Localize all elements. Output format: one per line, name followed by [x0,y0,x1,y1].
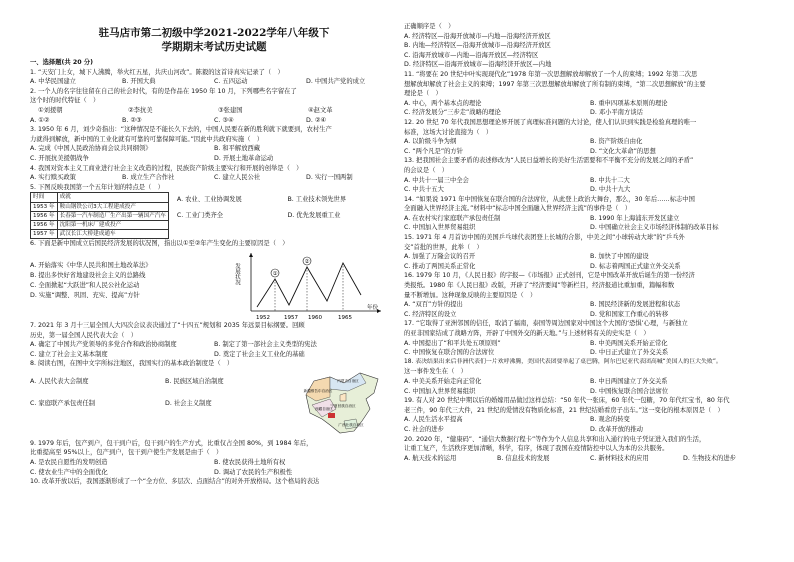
question-2: 2. 一个人的名字往往留在自己的社会时代，有的是作品在 1950 年 10 月，下列哪些名字留在了 [30,87,297,95]
exam-title-line1: 驻马店市第二初级中学2021-2022学年八年级下 [98,27,330,39]
question-10-cont: 正确顺序是（ ） [404,23,455,30]
option: D. 中国恢复联合国合法席位 [590,387,669,395]
table-header-cell: 时间 [31,193,58,202]
question-10-options [404,32,776,70]
table-cell: 长春第一汽车制造厂生产出第一辆国产汽车 [57,211,168,220]
option: A. 开始落实《中华人民共和国土地改革法》 [30,261,152,269]
option: A. 加强了万隆会议的召开 [404,253,476,261]
option: C. 五四运动 [214,78,248,86]
question-11-cont: 想解放却解放了社会主义的束缚；1997 年第三次思想解放却解放了所有制的束缚，“第二次思想解放”的主要 [404,80,706,88]
question-1-options [30,77,398,87]
table-cell: 1957 年 [31,230,58,239]
option: D. 奠定了社会主义工业化的基础 [214,350,305,358]
table-row [31,202,169,211]
option: D. 社会主义制度 [165,399,212,407]
option: C. “两个凡是”的方针 [404,147,464,155]
question-3-options [30,144,398,163]
option: C. 新材料技术的应用 [590,454,649,462]
option: C. 沿海开放城市—内地—沿海开放区—经济特区 [404,51,539,59]
question-19-cont: 老三件，90 年代三大件，21 世纪的爱情没有物质化标准，21 世纪结婚看房子出车。”这一变化的根本原因是（ ） [404,406,724,414]
option: D. 标志着两国正式建立外交关系 [590,262,681,270]
option: B. 内地—经济特区—沿海开放城市—沿海经济开放区 [404,42,551,50]
option: D. 经济特区—沿海开放城市—沿海经济开放区—内地 [404,61,552,69]
table-cell: 1953 年 [31,202,58,211]
option: C. 中共十五大 [404,186,444,194]
option: B. 成立生产合作社 [122,174,175,182]
map-label: 宁夏回族自治区 [330,403,356,408]
question-18-cont: 这一事件发生在（ ） [404,368,467,376]
exam-title [30,27,398,54]
option: C. 社会的进步 [404,425,444,433]
guide-icon [328,413,335,418]
question-17-options [404,339,776,358]
question-7-options [30,340,398,359]
option: D. 党和国家工作重心的转移 [590,310,669,318]
question-1: 1. “天安门上女，城下人沸腾，举火红五星，共庆山河改”。陈毅的这首诗真实记录了（ ） [30,68,284,76]
option: B. 资产阶级自由化 [590,138,643,146]
option: D. 生物技术的进步 [683,454,736,462]
option: C. 全面掀起“大跃进”和人民公社化运动 [30,281,140,289]
option: C. ③④ [214,116,234,124]
question-19-options [404,415,776,434]
question-7-cont: 历史，第一届全国人民代表大会（ ） [30,331,138,339]
map-label: 广西壮族自治区 [338,422,364,427]
question-16: 16. 1979 年 10 月，《人民日报》的字报—《市场报》正式创刊，它是中国改革开放后诞生的第一份经济 [404,272,695,280]
option: B. 重申四项基本原则的理论 [590,99,668,107]
question-20-options [404,454,776,464]
option: A. 在农村实行家庭联产承包责任制 [404,214,501,222]
x-axis-label: 年份 [367,304,379,311]
table-cell: 鞍山钢铁公司3大工程建成投产 [57,202,168,211]
question-13-cont: 的会议是（ ） [404,166,449,174]
x-tick-label: 1952 [256,314,270,321]
option: A. 经济特区—沿海开放城市—内地—沿海经济开放区 [404,32,551,40]
option: A. 中心，两个基本点的理论 [404,99,482,107]
question-14-cont: 全面融入世界经济主流。”材料中“标志中国全面融入世界经济主流”的事件是（ ） [404,205,632,213]
option: C. 家庭联产承包责任制 [30,399,96,407]
question-8-figure-row [30,369,398,439]
option: B. 开国大典 [122,78,156,86]
option: B. 工业技术领先世界 [287,196,347,204]
map-label: 新疆维吾尔自治区 [303,388,333,393]
question-12-cont: 标准，这场大讨论直接为（ ） [404,128,493,136]
option: A. 确定了中国共产党领导的多党合作和政治协商制度 [30,341,177,349]
marker-label: ② [304,258,310,265]
option: A. 中共十一届三中全会 [404,176,469,184]
marker-label: ① [272,270,278,277]
table-header-row [31,193,169,202]
question-9-cont: 比重提高至 95%以上，包产到户，包干到户使生产发展是由于（ ） [30,449,223,457]
option: A. 完成《中国人民政治协商会议共同纲领》 [30,145,152,153]
question-11: 11. “将要在 20 世纪中叶实现现代化”1978 年第一次思想解放却解放了一个人的束缚；1992 年第二次思 [404,70,698,78]
option: C. 中国加入世界贸易组织 [404,224,476,232]
table-cell: 1956 年 [31,220,58,229]
option: B. 中日两国建立了外交关系 [590,377,668,385]
question-3-cont: 力就得到解放，新中国的工业化就有可靠的可靠保障可能。”因此中共政府实施（ ） [30,135,264,143]
option: A. 中美关系开始走向正常化 [404,377,482,385]
option: D. 优先发展重工业 [287,212,341,220]
option: C. 经济发展分“三步走”战略的理论 [404,109,501,117]
question-14: 14. “如果说 1971 年中国恢复在联合国的合法席位，从此登上政治大舞台，那么，30 年后……标志中国 [404,195,695,203]
option: D. 中日正式建立了外交关系 [590,349,669,357]
option: D. 实施“调整、巩固、充实、提高”方针 [30,291,140,299]
question-11-cont: 理论是（ ） [404,90,442,98]
option: A. 以阶级斗争为纲 [404,138,457,146]
option: D. “文化大革命”的思想 [590,147,656,155]
question-8-options [30,369,300,415]
option: B. 和平解放西藏 [214,145,261,153]
question-10: 10. 改革开放以后，我国逐渐形成了一个“全方位、多层次、点面结合”的对外开放格局。这个格局的表达 [30,478,320,486]
option: D. 改革开放的推动 [590,425,643,433]
option: A. 中华民国建立 [30,78,76,86]
question-19: 19. 有人对 20 世纪中期以后的婚嫁用品做过这样总结：“50 年代一张床，60 年代一包糖，70 年代红宝书，80 年代 [404,397,730,405]
question-9-options [30,458,398,477]
option: B. 1990 年上海浦东开发区建立 [590,214,680,222]
option: B. ②③ [122,116,142,124]
option: C. 工业门类齐全 [176,212,224,220]
map-label: 西藏自治区 [315,406,333,411]
option: B. 加快了中国的建设 [590,253,649,261]
option: C. 推动了两国关系正常化 [404,262,476,270]
name-item: ①刘援朝 [38,106,63,114]
question-16-options [404,300,776,319]
option: C. 经济特区的设立 [404,310,457,318]
question-6-figure-row [30,249,398,321]
table-header-cell: 成就 [57,193,168,202]
table-row [31,230,169,239]
option: A. ①② [30,116,50,124]
question-5-options [177,192,398,224]
option: B. 中美两国关系开始正常化 [590,339,668,347]
question-11-options [404,99,776,118]
question-15-options [404,252,776,271]
option: D. 调动了农民的生产积极性 [214,468,293,476]
question-15: 15. 1971 年 4 月首访中国的美国乒乓球代表团登上长城的合影，中美之间“小球转动大球”的“乒乓外 [404,234,685,242]
question-2-names [30,106,398,116]
question-8: 8. 阅读右图，在图中文字所标注地区，我国实行的基本政治制度是（ ） [30,360,234,368]
question-17: 17. “它取得了亚洲邻国的信任，取消了福南，泰国等周边国家对中国这个大国的‘恐惧’心理，与新独立 [404,320,688,328]
question-4-options [30,173,398,183]
option: A. 航天技术的运用 [404,454,457,462]
question-5: 5. 下图反映我国第一个五年计划的特点是（ ） [30,183,164,191]
question-6-options [30,249,235,301]
option: C. 建立了社会主义基本制度 [30,350,108,358]
option: D. 中国共产党的成立 [306,78,366,86]
option: D. 中国确立社会主义市场经济体制的改革目标 [590,224,719,232]
y-axis-arrow [249,253,253,257]
y-axis-label: 发展状况 [234,262,240,285]
table-cell: 沈阳第一机床厂建成投产 [57,220,168,229]
option: A. 人民代表大会制度 [30,377,89,385]
option: A. 是农民自愿性的发明创造 [30,459,108,467]
option: D. 实行一国两制 [306,174,353,182]
option: A. 农业、工业协调发展 [176,196,242,204]
option: B. 使农民获得土地所有权 [214,459,286,467]
section-heading: 一、选择题(共 20 分) [30,59,93,66]
table-cell: 1956 年 [31,211,58,220]
question-18: 18. 表决结果出来后非洲代表们一片欢呼沸腾，美国代表团要举起了桌巴腾，阿尔巴尼亚代表团高喊“美国人的巨大失败”。 [404,358,722,365]
x-tick-label: 1957 [284,314,298,321]
achievements-table [30,192,169,239]
option: B. 制定了第一部社会主义类型的宪法 [214,341,317,349]
question-9: 9. 1979 年后，包产到户，包干到户后，包干到户的生产方式，比重仅占全国 80%，到 1984 年后， [30,439,313,447]
option: D. ②④ [306,116,327,124]
question-18-options [404,377,776,396]
option: A. 实行赎买政策 [30,174,76,182]
option: D. 邓小平南方谈话 [590,109,643,117]
question-12-options [404,137,776,156]
question-13: 13. 把我国社会主要矛盾的表述修改为“人民日益增长的美好生活需要和不平衡不充分的发展之间的矛盾” [404,157,694,165]
question-17-cont: 的亚非国家结成了战略方阵，开辟了中国外交的新天地。”与上述材料有关的史实是（ ） [404,330,650,337]
option: A. 人民生活水平提高 [404,416,463,424]
option: B. 国民经济新的发展进程和状态 [590,301,681,309]
table-cell: 武汉长江大桥建成通车 [57,230,168,239]
question-15-cont: 交”首批的世界，此举（ ） [404,243,483,251]
x-tick-label: 1965 [338,314,352,321]
option: B. 民族区域自治制度 [165,377,224,385]
option: C. 中国恢复在联合国的合法席位 [404,349,495,357]
map-label: 内蒙古自治区 [337,378,359,383]
option: D. 中共十九大 [590,186,631,194]
question-16-cont: 量不断增加。这种现象反映的主要原因是（ ） [404,291,537,299]
question-7: 7. 2021 年 3 月十三届全国人大四次会议表决通过了“十四五”规划和 2035 年远景目标纲要。回顾 [30,321,305,329]
option: B. 中共十二大 [590,176,630,184]
exam-title-line2: 学期期末考试历史试题 [161,40,267,53]
table-row [31,211,169,220]
question-6: 6. 下面是新中国成立后国民经济发展的状况图，指出以①至②年产生变化的主要原因是（ ） [30,240,289,248]
option: B. 信息技术的发展 [497,454,550,462]
option: C. 建立人民公社 [214,174,261,182]
question-16-cont: 类报纸。1980 年《人民日报》改版，开辟了“经济要闻”等新栏目，经济报道比重加重，篇幅和数 [404,282,675,290]
option: C. 开展抗美援朝战争 [30,154,89,162]
question-12: 12. 20 世纪 70 年代我国思想理论界开展了真理标准问题的大讨论，使人们认识到实践是检验真理的唯一 [404,118,697,126]
right-column [404,0,776,463]
question-4: 4. 我国对资本主义工商业进行社会主义改造的过程，民族资产阶级主要实行和开展的创举是（ ） [30,164,303,172]
name-item: ③张建国 [218,106,243,114]
china-map [300,369,384,439]
question-2-options [30,116,398,126]
option: A. “双百”方针的提出 [404,301,463,309]
economy-trend-chart [235,249,385,321]
x-tick-label: 1960 [308,314,322,321]
option: B. 提出多快好省地建设社会主义的总路线 [30,271,146,279]
option: A. 中国提出了“和平共处五项原则” [404,339,501,347]
option: C. 使农业生产中的全面优化 [30,468,108,476]
table-row [31,220,169,229]
option: B. 观念的转变 [590,416,630,424]
option: D. 开展土地革命运动 [214,154,274,162]
question-14-options [404,214,776,233]
question-2-cont: 这个时的时代特征（ ） [30,97,100,105]
question-13-options [404,176,776,195]
question-20: 20. 2020 年，“健康码”、“通信大数据行程卡”等作为个人信息共享和出入通行的电子凭证进入我们的生活， [404,435,706,443]
name-item: ④赵文革 [308,106,333,114]
option: C. 中国加入世界贸易组织 [404,387,476,395]
name-item: ②李抗美 [128,106,153,114]
question-20-cont: 让重工复产，生活秩序更加清晰，科学，有序，体现了我国在疫情防控中以人为本的公共服务。 [404,445,669,453]
left-column [30,0,398,487]
question-3: 3. 1950 年 6 月，刘少奇指出：“这种情况是不能长久下去的，中国人民要在新的胜利就下就要到，农村生产 [30,126,332,134]
question-5-figure-row [30,192,398,239]
